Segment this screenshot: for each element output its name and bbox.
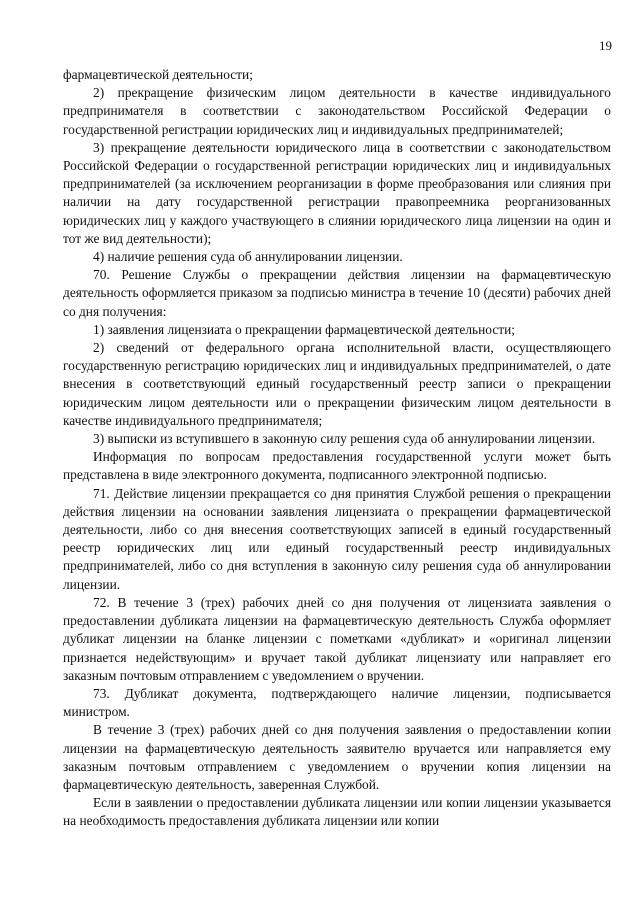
paragraph: 2) сведений от федерального органа исполнительной власти, осуществляющего государственную регистрацию юридических лиц и индивидуальных предпринимателей, о дате внесения в соответствующий единый государственный реестр записи о прекращении юридическим лицом деятельности или о прекращении физическим лицом деятельности в качестве индивидуального предпринимателя; — [63, 340, 611, 428]
paragraph: 2) прекращение физическим лицом деятельности в качестве индивидуального предпринимателя в соответствии с законодательством Российской Федерации о государственной регистрации юридических лиц и индивидуальных предпринимателей; — [63, 85, 611, 137]
paragraph: 3) выписки из вступившего в законную силу решения суда об аннулировании лицензии. — [93, 431, 596, 447]
paragraph: В течение 3 (трех) рабочих дней со дня получения заявления о предоставлении копии лицензии на фармацевтическую деятельность заявителю вручается или направляется ему заказным почтовым отправлением с уведомлением о вручении копия лицензии на фармацевтическую деятельность, заверенная Службой. — [63, 722, 611, 792]
paragraph: 70. Решение Службы о прекращении действия лицензии на фармацевтическую деятельность оформляется приказом за подписью министра в течение 10 (десяти) рабочих дней со дня получения: — [63, 267, 611, 319]
paragraph: Если в заявлении о предоставлении дубликата лицензии или копии лицензии указывается на необходимость предоставления дубликата лицензии или копии — [63, 795, 611, 829]
paragraph: 1) заявления лицензиата о прекращении фармацевтической деятельности; — [93, 321, 516, 337]
paragraph: 3) прекращение деятельности юридического лица в соответствии с законодательством Российской Федерации о государственной регистрации юридических лиц и индивидуальных предпринимателей (за исключением реорганизации в форме преобразования или слияния при наличии на дату государственной регистрации правопреемника реорганизованных юридических лиц у каждого участвующего в слиянии юридического лица лицензии на один и тот же вид деятельности); — [63, 139, 611, 246]
paragraph: 73. Дубликат документа, подтверждающего наличие лицензии, подписывается министром. — [63, 685, 611, 720]
paragraph: 4) наличие решения суда об аннулировании лицензии. — [93, 249, 403, 265]
page-number: 19 — [599, 38, 612, 53]
paragraph: фармацевтической деятельности; — [63, 67, 253, 82]
paragraph: Информация по вопросам предоставления государственной услуги может быть представлена в виде электронного документа, подписанного электронной подписью. — [63, 449, 611, 483]
document-body — [63, 66, 611, 831]
paragraph: 72. В течение 3 (трех) рабочих дней со дня получения от лицензиата заявления о предоставлении дубликата лицензии на фармацевтическую деятельность Служба оформляет дубликат лицензии на бланке лицензии с пометками «дубликат» и «оригинал лицензии признается недействующим» и вручает такой дубликат лицензиату или направляет его заказным почтовым отправлением с уведомлением о вручении. — [63, 594, 611, 683]
paragraph: 71. Действие лицензии прекращается со дня принятия Службой решения о прекращении действия лицензии на основании заявления лицензиата о прекращении фармацевтической деятельности, либо со дня внесения соответствующих записей в единый государственный реестр юридических лиц или единый государственный реестр индивидуальных предпринимателей, либо со дня вступления в законную силу решения суда об аннулировании лицензии. — [63, 485, 611, 592]
